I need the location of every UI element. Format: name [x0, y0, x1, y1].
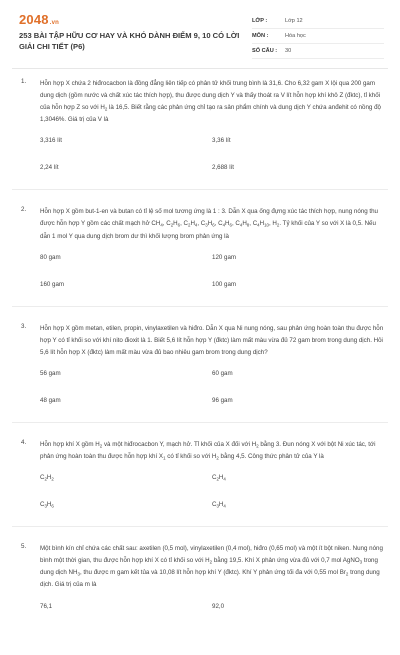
logo-text: 2048	[19, 12, 49, 27]
header-divider	[12, 68, 388, 69]
answer-option[interactable]: 48 gam	[40, 396, 61, 404]
answer-option[interactable]: 2,688 lít	[212, 164, 235, 172]
answer-option[interactable]: $C_2H_2$	[40, 474, 54, 482]
page-header	[0, 0, 400, 64]
question-number: 5.	[21, 543, 27, 551]
answer-option[interactable]	[212, 628, 384, 655]
question-number: 2.	[21, 206, 27, 214]
answer-option[interactable]: 96 gam	[212, 396, 233, 404]
meta-value: Hóa học	[285, 33, 306, 39]
answer-option[interactable]: 100 gam	[212, 280, 237, 288]
question-text: Hỗn hợp khí X gồm $H_2$ và một hiđrocacbon Y, mạch hở. Tỉ khối của X đối với $H_2$ bằng 3. Đun nóng X với bột Ni xúc tác, tới phản ứng hoàn toàn thu được hỗn hợp khí $X_1$ có tỉ khối so với $H_2$ bằng 4,5. Công thức phân tử của Y là	[40, 440, 376, 461]
meta-key: SỐ CÂU :	[252, 48, 278, 54]
question-divider	[12, 526, 388, 527]
meta-key: MÔN :	[252, 33, 269, 39]
answer-option[interactable]: 56 gam	[40, 369, 61, 377]
question-divider	[12, 422, 388, 423]
logo-suffix: .vn	[49, 20, 60, 26]
meta-row-subject	[252, 29, 384, 44]
meta-row-class	[252, 14, 384, 29]
answer-options	[40, 368, 384, 422]
question-text: Hỗn hợp X gồm but-1-en và butan có tỉ lệ số mol tương ứng là 1 : 3. Dẫn X qua ống đựng xúc tác thích hợp, nung nóng thu được hỗn hợp Y gồm các chất mạch hở $CH_4$, $C_2H_6$, $C_2H_4$, $C_3H_6$, $C_4H_6$, $C_4H_8$, $C_4H_{10}$, $H_2$. Tỷ khối của Y so với X là 0,5. Nếu dẫn 1 mol Y qua dung dịch brom dư thì khối lượng brom phản ứng là	[40, 208, 378, 240]
answer-option[interactable]: 160 gam	[40, 280, 65, 288]
question-divider	[12, 306, 388, 307]
document-meta	[252, 14, 384, 59]
question-text: Hỗn hợp X chứa 2 hiđrocacbon là đồng đẳng liên tiếp có phân tử khối trung bình là 31,6. Cho 6,32 gam X lội qua 200 gam dung dịch (gồm nước và chất xúc tác thích hợp), thu được dung dịch Y và thấy thoát ra V lít hỗn hợp khí khô Z (đktc), tỉ khối của hỗn hợp Z so với $H_2$ là 16,5. Biết rằng các phản ứng chỉ tạo ra sản phẩm chính và dung dịch Y chứa anđehit có nồng độ 1,3046%. Giá trị của V là	[40, 80, 381, 124]
answer-options	[40, 472, 384, 526]
answer-option[interactable]: $C_2H_4$	[212, 474, 226, 482]
question-item	[0, 78, 400, 189]
meta-value: Lớp 12	[285, 18, 303, 24]
answer-options	[40, 135, 384, 189]
answer-option[interactable]: $C_3H_6$	[40, 501, 54, 509]
meta-value: 30	[285, 48, 292, 54]
answer-option[interactable]: 60 gam	[212, 369, 233, 377]
document-title: 253 BÀI TẬP HỮU CƠ HAY VÀ KHÓ DÀNH ĐIỂM 9, 10 CÓ LỜI GIẢI CHI TIẾT (P6)	[19, 31, 240, 51]
answer-options	[40, 601, 384, 655]
site-logo[interactable]	[19, 12, 59, 27]
answer-options	[40, 252, 384, 306]
answer-option[interactable]: 3,36 lít	[212, 137, 231, 145]
question-item	[0, 323, 400, 422]
question-number: 3.	[21, 322, 27, 330]
question-item	[0, 543, 400, 654]
answer-option[interactable]: 3,316 lít	[40, 137, 63, 145]
question-number: 4.	[21, 438, 27, 446]
answer-option[interactable]: 2,24 lít	[40, 164, 59, 172]
meta-key: LỚP :	[252, 18, 268, 24]
question-divider	[12, 189, 388, 190]
meta-row-count	[252, 44, 384, 59]
answer-option[interactable]: 80 gam	[40, 253, 61, 261]
question-text: Hỗn hợp X gồm metan, etilen, propin, vinylaxetilen và hiđro. Dẫn X qua Ni nung nóng, sau phản ứng hoàn toàn thu được hỗn hợp Y có tỉ khối so với khí nito đioxit là 1. Biết 5,6 lít hỗn hợp Y (đktc) làm mất màu vừa đủ 72 gam brom trong dung dịch. Hỏi 5,6 lít hỗn hợp X (đktc) làm mất màu vừa đủ bao nhiêu gam brom trong dung dịch?	[40, 324, 384, 356]
question-text: Một bình kín chỉ chứa các chất sau: axetilen (0,5 mol), vinylaxetilen (0,4 mol), hiđro (0,65 mol) và một ít bột niken. Nung nóng bình một thời gian, thu được hỗn hợp khí X có tỉ khối so với $H_2$ bằng 19,5. Khí X phản ứng vừa đủ với 0,7 mol AgNO$_3$ trong dung dịch $NH_3$, thu được m gam kết tủa và 10,08 lít hỗn hợp khí Y (đktc). Khí Y phản ứng tối đa với 0,55 mol $Br_2$ trong dung dịch. Giá trị của m là	[40, 545, 383, 589]
answer-option[interactable]: 92,0	[212, 602, 225, 610]
answer-option[interactable]: 120 gam	[212, 253, 237, 261]
answer-option[interactable]: 76,1	[40, 602, 53, 610]
question-item	[0, 439, 400, 526]
question-list	[0, 78, 400, 655]
answer-option[interactable]	[40, 628, 212, 655]
question-number: 1.	[21, 78, 27, 85]
question-item	[0, 206, 400, 305]
answer-option[interactable]: $C_3H_4$	[212, 501, 226, 509]
